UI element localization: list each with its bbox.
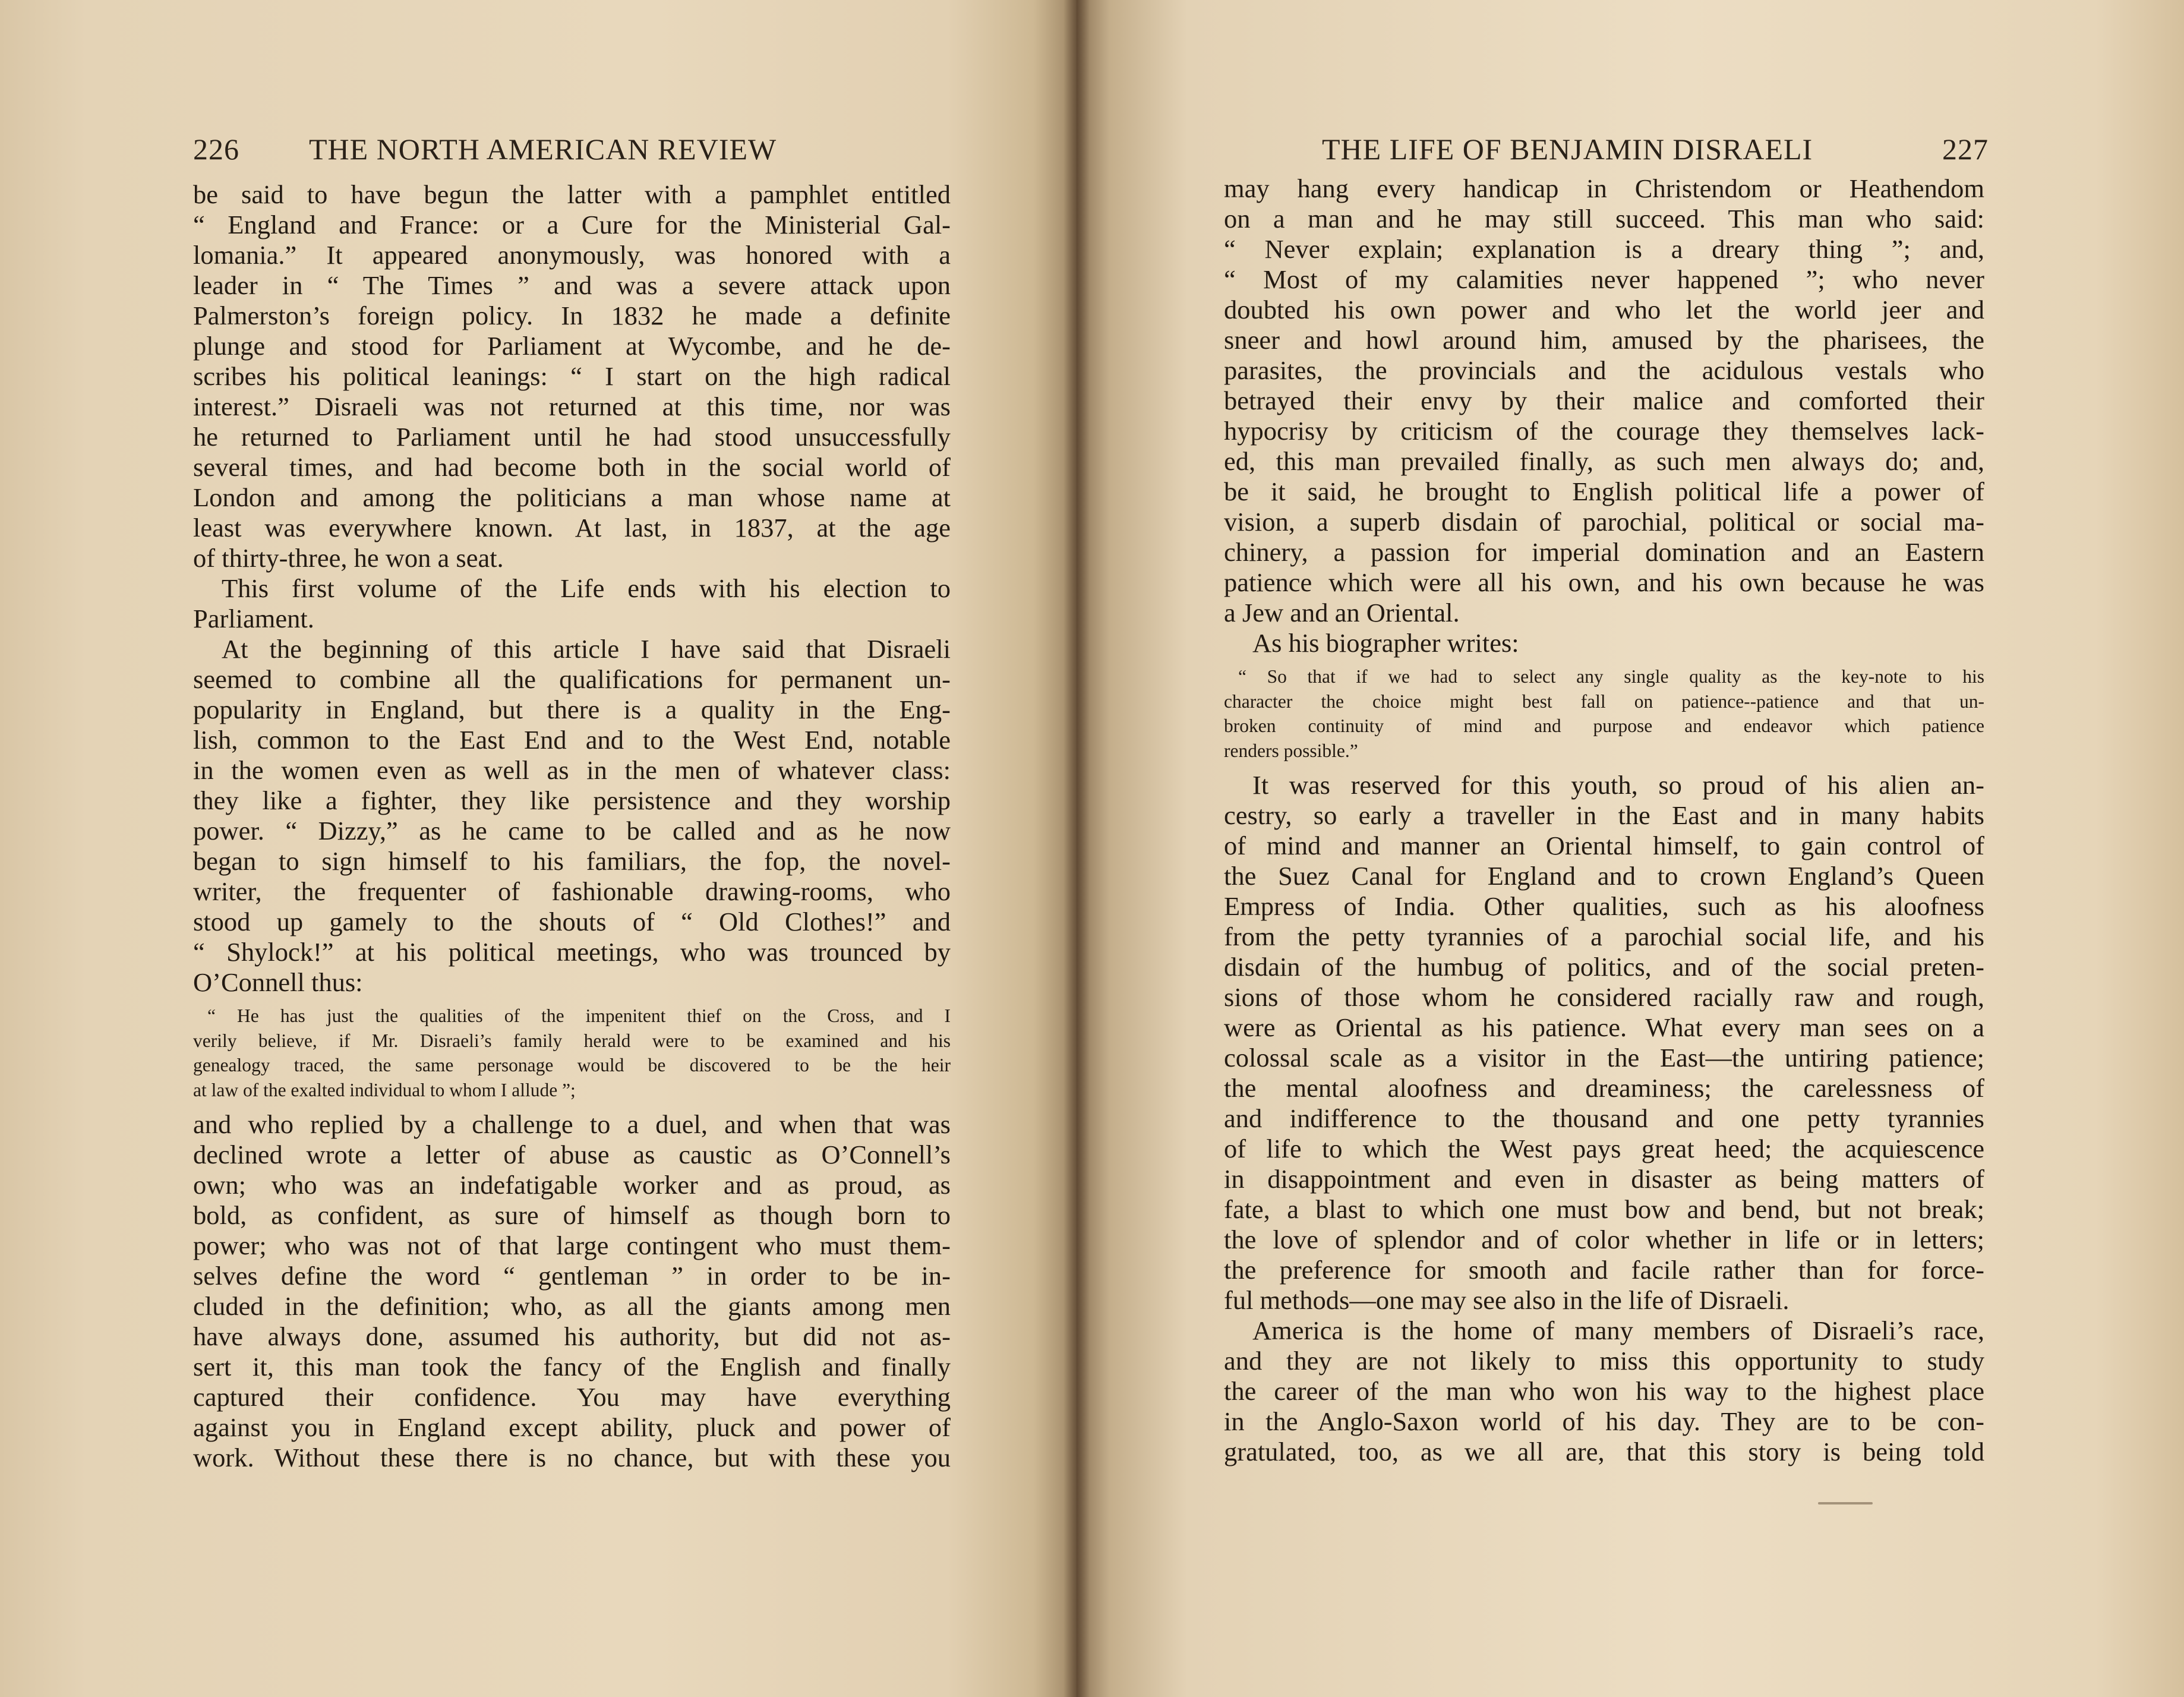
text-line: they like a fighter, they like persistence and they worship [193, 786, 951, 815]
text-line: several times, and had become both in the social world of [193, 452, 951, 482]
text-line: may hang every handicap in Christendom or Heathendom [1224, 174, 1984, 203]
text-line: the Suez Canal for England and to crown England’s Queen [1224, 861, 1984, 891]
text-line: declined wrote a letter of abuse as caustic as O’Connell’s [193, 1140, 951, 1169]
text-line: the love of splendor and of color whether in life or in letters; [1224, 1225, 1984, 1254]
ink-mark [1818, 1502, 1873, 1504]
text-line: Empress of India. Other qualities, such as his aloofness [1224, 891, 1984, 921]
text-line: ful methods—one may see also in the life of Disraeli. [1224, 1285, 1790, 1315]
running-head: THE NORTH AMERICAN REVIEW [309, 133, 777, 166]
text-line: parasites, the provincials and the acidulous vestals who [1224, 355, 1984, 385]
text-line: colossal scale as a visitor in the East—the untiring patience; [1224, 1043, 1984, 1073]
text-line: the career of the man who won his way to the highest place [1224, 1376, 1984, 1406]
left-page [0, 0, 1077, 1697]
text-line: lomania.” It appeared anonymously, was honored with a [193, 240, 951, 270]
text-line: work. Without these there is no chance, but with these you [193, 1443, 951, 1472]
text-line: cestry, so early a traveller in the East and in many habits [1224, 800, 1984, 830]
text-line: a Jew and an Oriental. [1224, 598, 1460, 627]
text-line: popularity in England, but there is a quality in the Eng- [193, 695, 951, 724]
text-line: stood up gamely to the shouts of “ Old Clothes!” and [193, 907, 951, 936]
text-line: writer, the frequenter of fashionable drawing-rooms, who [193, 876, 951, 906]
text-line: least was everywhere known. At last, in 1837, at the age [193, 513, 951, 542]
text-line: doubted his own power and who let the world jeer and [1224, 295, 1984, 324]
text-line: in disappointment and even in disaster as being matters of [1224, 1164, 1984, 1194]
block-quote [1224, 664, 1984, 763]
running-head: THE LIFE OF BENJAMIN DISRAELI [1322, 133, 1813, 166]
text-line: in the Anglo-Saxon world of his day. They are to be con- [1224, 1406, 1984, 1436]
text-line: and indifference to the thousand and one petty tyrannies [1224, 1103, 1984, 1133]
text-line: cluded in the definition; who, as all the giants among men [193, 1291, 951, 1321]
text-line: bold, as confident, as sure of himself as though born to [193, 1200, 951, 1230]
text-line: power. “ Dizzy,” as he came to be called and as he now [193, 816, 951, 846]
text-line: power; who was not of that large contingent who must them- [193, 1231, 951, 1260]
text-line: from the petty tyrannies of a parochial social life, and his [1224, 922, 1984, 951]
text-line: on a man and he may still succeed. This man who said: [1224, 204, 1984, 234]
text-line: This first volume of the Life ends with his election to [222, 573, 951, 603]
text-line: betrayed their envy by their malice and comforted their [1224, 386, 1984, 415]
text-line: “ Never explain; explanation is a dreary thing ”; and, [1224, 234, 1984, 264]
quote-line: character the choice might best fall on patience--patience and that un- [1224, 690, 1984, 712]
book-gutter [1063, 0, 1090, 1697]
text-line: “ England and France: or a Cure for the Ministerial Gal- [193, 210, 951, 239]
text-line: of thirty-three, he won a seat. [193, 543, 504, 573]
text-line: be it said, he brought to English political life a power of [1224, 477, 1984, 506]
text-line: “ Most of my calamities never happened ”; who never [1224, 264, 1984, 294]
text-line: he returned to Parliament until he had stood unsuccessfully [193, 422, 951, 452]
text-line: gratulated, too, as we all are, that this story is being told [1224, 1437, 1984, 1466]
text-line: Parliament. [193, 604, 314, 633]
text-line: of life to which the West pays great heed; the acquiescence [1224, 1134, 1984, 1163]
text-line: in the women even as well as in the men of whatever class: [193, 755, 951, 785]
text-line: scribes his political leanings: “ I start on the high radical [193, 361, 951, 391]
text-line: America is the home of many members of Disraeli’s race, [1252, 1316, 1984, 1345]
text-line: of mind and manner an Oriental himself, to gain control of [1224, 831, 1984, 860]
text-line: It was reserved for this youth, so proud of his alien an- [1252, 770, 1984, 800]
text-line: At the beginning of this article I have said that Disraeli [222, 634, 951, 664]
quote-line: “ He has just the qualities of the impenitent thief on the Cross, and I [207, 1005, 951, 1026]
text-line: patience which were all his own, and his own because he was [1224, 567, 1984, 597]
text-line: Palmerston’s foreign policy. In 1832 he made a definite [193, 301, 951, 330]
right-page [1077, 0, 2184, 1697]
text-line: have always done, assumed his authority, but did not as- [193, 1321, 951, 1351]
text-line: the preference for smooth and facile rather than for force- [1224, 1255, 1984, 1285]
text-line: began to sign himself to his familiars, the fop, the novel- [193, 846, 951, 876]
text-line: sert it, this man took the fancy of the English and finally [193, 1352, 951, 1381]
text-line: be said to have begun the latter with a pamphlet entitled [193, 179, 951, 209]
text-line: fate, a blast to which one must bow and bend, but not break; [1224, 1194, 1984, 1224]
text-line: leader in “ The Times ” and was a severe attack upon [193, 270, 951, 300]
page-number: 226 [193, 133, 239, 166]
quote-line: genealogy traced, the same personage would be discovered to be the heir [193, 1055, 951, 1075]
text-line: and who replied by a challenge to a duel, and when that was [193, 1109, 951, 1139]
text-line: sneer and howl around him, amused by the pharisees, the [1224, 325, 1984, 355]
text-line: own; who was an indefatigable worker and as proud, as [193, 1170, 951, 1200]
text-line: London and among the politicians a man whose name at [193, 482, 951, 512]
text-line: disdain of the humbug of politics, and of the social preten- [1224, 952, 1984, 982]
text-line: were as Oriental as his patience. What every man sees on a [1224, 1012, 1984, 1042]
text-line: lish, common to the East End and to the West End, notable [193, 725, 951, 755]
block-quote [193, 1004, 951, 1102]
text-line: “ Shylock!” at his political meetings, who was trounced by [193, 937, 951, 967]
text-line: hypocrisy by criticism of the courage they themselves lack- [1224, 416, 1984, 446]
text-line: ed, this man prevailed finally, as such men always do; and, [1224, 446, 1984, 476]
quote-line: renders possible.” [1224, 740, 1358, 761]
text-line: sions of those whom he considered racially raw and rough, [1224, 982, 1984, 1012]
quote-line: broken continuity of mind and purpose and endeavor which patience [1224, 715, 1984, 736]
text-line: chinery, a passion for imperial domination and an Eastern [1224, 537, 1984, 567]
text-line: O’Connell thus: [193, 967, 363, 997]
text-line: and they are not likely to miss this opportunity to study [1224, 1346, 1984, 1376]
quote-line: “ So that if we had to select any single quality as the key-note to his [1238, 666, 1984, 687]
text-line: against you in England except ability, pluck and power of [193, 1412, 951, 1442]
text-line: plunge and stood for Parliament at Wycombe, and he de- [193, 331, 951, 361]
text-line: As his biographer writes: [1252, 628, 1519, 658]
text-line: vision, a superb disdain of parochial, political or social ma- [1224, 507, 1984, 537]
text-line: selves define the word “ gentleman ” in order to be in- [193, 1261, 951, 1291]
quote-line: at law of the exalted individual to whom I allude ”; [193, 1079, 576, 1100]
body-text [193, 179, 951, 1473]
quote-line: verily believe, if Mr. Disraeli’s family herald were to be examined and his [193, 1030, 951, 1051]
text-line: captured their confidence. You may have everything [193, 1382, 951, 1412]
text-line: seemed to combine all the qualifications for permanent un- [193, 664, 951, 694]
body-text [1224, 174, 1984, 1467]
page-number: 227 [1942, 133, 1989, 166]
text-line: interest.” Disraeli was not returned at this time, nor was [193, 392, 951, 421]
text-line: the mental aloofness and dreaminess; the carelessness of [1224, 1073, 1984, 1103]
